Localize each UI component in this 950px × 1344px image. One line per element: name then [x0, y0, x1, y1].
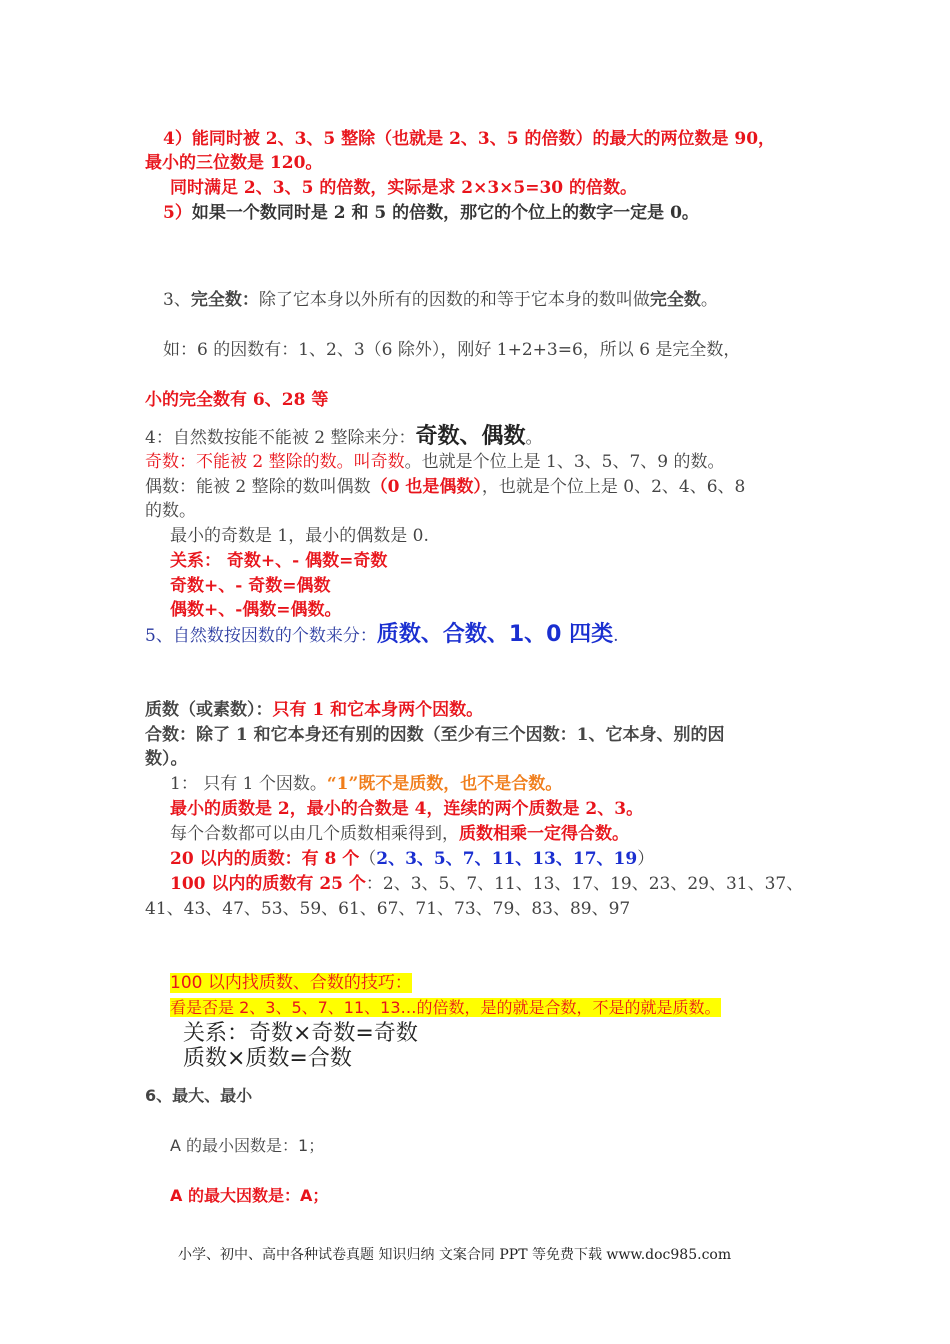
relation-1: 关系： 奇数+、- 偶数=奇数: [170, 551, 388, 571]
relation-prime-product: 质数×质数=合数: [183, 1046, 352, 1071]
rule-smallest-three-digit: 最小的三位数是 120。: [145, 153, 323, 173]
rule-2-and-5: 5）如果一个数同时是 2 和 5 的倍数，那它的个位上的数字一定是 0。: [163, 203, 699, 223]
primes-under-100-cont: 41、43、47、53、59、61、67、71、73、79、83、89、97: [145, 899, 631, 919]
perfect-number-example: 如：6 的因数有：1、2、3（6 除外），刚好 1+2+3=6，所以 6 是完全数，: [163, 340, 741, 360]
odd-even-heading: 4：自然数按能不能被 2 整除来分：奇数、偶数。: [145, 424, 543, 449]
even-definition: 偶数：能被 2 整除的数叫偶数（0 也是偶数），也就是个位上是 0、2、4、6、8: [145, 477, 746, 497]
max-min-heading: 6、最大、最小: [145, 1086, 253, 1105]
max-factor: A 的最大因数是：A；: [170, 1186, 329, 1205]
prime-definition: 质数（或素数）：只有 1 和它本身两个因数。: [145, 700, 484, 720]
smallest-prime-composite: 最小的质数是 2，最小的合数是 4，连续的两个质数是 2、3。: [170, 799, 644, 819]
relation-3: 偶数+、-偶数=偶数。: [170, 600, 342, 620]
one-neither: 1： 只有 1 个因数。“1”既不是质数，也不是合数。: [170, 774, 563, 794]
primes-under-100: 100 以内的质数有 25 个：2、3、5、7、11、13、17、19、23、29、31、37、: [170, 874, 804, 894]
prime-product: 每个合数都可以由几个质数相乘得到，质数相乘一定得合数。: [170, 824, 629, 844]
min-factor: A 的最小因数是：1；: [170, 1136, 325, 1155]
relation-2: 奇数+、- 奇数=偶数: [170, 576, 331, 596]
odd-definition: 奇数：不能被 2 整除的数。叫奇数。也就是个位上是 1、3、5、7、9 的数。: [145, 452, 725, 472]
primes-under-20: 20 以内的质数：有 8 个（2、3、5、7、11、13、17、19）: [170, 849, 655, 869]
footer-text: 小学、初中、高中各种试卷真题 知识归纳 文案合同 PPT 等免费下载 www.doc985.com: [178, 1247, 732, 1263]
tip-text: 看是否是 2、3、5、7、11、13…的倍数，是的就是合数，不是的就是质数。: [170, 998, 721, 1017]
factor-count-heading: 5、自然数按因数的个数来分：质数、合数、1、0 四类.: [145, 622, 619, 647]
relation-odd-product: 关系：奇数×奇数=奇数: [183, 1021, 418, 1046]
perfect-number-list: 小的完全数有 6、28 等: [145, 390, 329, 410]
rule-multiple-30: 同时满足 2、3、5 的倍数，实际是求 2×3×5=30 的倍数。: [170, 178, 638, 198]
smallest-odd-even: 最小的奇数是 1，最小的偶数是 0.: [170, 526, 429, 546]
rule-divisible-2-3-5: 4）能同时被 2、3、5 整除（也就是 2、3、5 的倍数）的最大的两位数是 90，: [163, 129, 776, 149]
tip-heading: 100 以内找质数、合数的技巧：: [170, 973, 412, 993]
perfect-number-definition: 3、完全数：除了它本身以外所有的因数的和等于它本身的数叫做完全数。: [163, 290, 718, 310]
composite-definition: 合数：除了 1 和它本身还有别的因数（至少有三个因数：1、它本身、别的因: [145, 725, 725, 745]
even-definition-cont: 的数。: [145, 501, 196, 521]
composite-definition-cont: 数）。: [145, 749, 188, 769]
